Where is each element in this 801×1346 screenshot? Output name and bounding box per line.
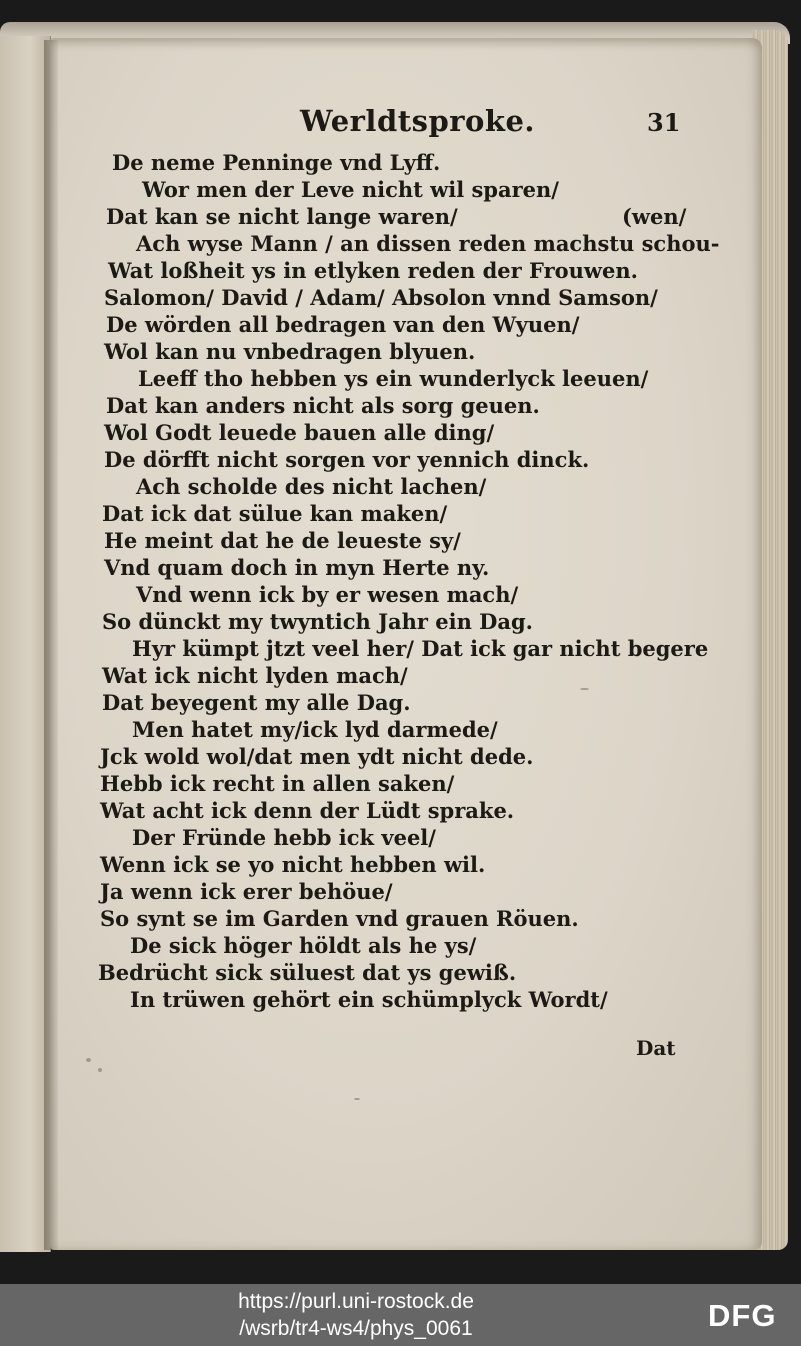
- text-line: De sick höger höldt als he ys/: [130, 933, 477, 958]
- permalink-path[interactable]: /wsrb/tr4-ws4/phys_0061: [239, 1317, 473, 1340]
- text-line: Dat kan anders nicht als sorg geuen.: [106, 393, 540, 418]
- running-header: Werldtsproke.: [300, 104, 535, 138]
- text-line: Wenn ick se yo nicht hebben wil.: [100, 852, 486, 877]
- text-line: Ach wyse Mann / an dissen reden machstu schou-: [136, 231, 720, 256]
- text-line: Bedrücht sick süluest dat ys gewiß.: [98, 960, 517, 985]
- ink-speck: [86, 1058, 91, 1062]
- text-line: Hyr kümpt jtzt veel her/ Dat ick gar nicht begere: [132, 636, 709, 661]
- ink-speck: [580, 688, 589, 690]
- page-number: 31: [647, 108, 681, 137]
- text-line: Wol kan nu vnbedragen blyuen.: [104, 339, 476, 364]
- text-line: Dat beyegent my alle Dag.: [102, 690, 411, 715]
- text-line: In trüwen gehört ein schümplyck Wordt/: [130, 987, 608, 1012]
- catchword: Dat: [636, 1036, 676, 1060]
- ink-speck: [98, 1068, 102, 1072]
- text-line: Wat ick nicht lyden mach/: [102, 663, 408, 688]
- text-line: Leeff tho hebben ys ein wunderlyck leeuen/: [138, 366, 649, 391]
- text-line: Vnd wenn ick by er wesen mach/: [136, 582, 519, 607]
- text-line: Wol Godt leuede bauen alle ding/: [104, 420, 495, 445]
- ink-speck: [354, 1098, 360, 1100]
- text-line: Hebb ick recht in allen saken/: [100, 771, 455, 796]
- footer-bar: [0, 1284, 801, 1346]
- text-line: Der Fründe hebb ick veel/: [132, 825, 436, 850]
- text-line: Wat acht ick denn der Lüdt sprake.: [100, 798, 515, 823]
- text-line: Ja wenn ick erer behöue/: [100, 879, 393, 904]
- text-line: De wörden all bedragen van den Wyuen/: [106, 312, 580, 337]
- text-line: So dünckt my twyntich Jahr ein Dag.: [102, 609, 533, 634]
- text-line: De neme Penninge vnd Lyff.: [112, 150, 441, 175]
- text-line: Ach scholde des nicht lachen/: [136, 474, 487, 499]
- page-text-block: [50, 38, 762, 1250]
- permalink-url[interactable]: https://purl.uni-rostock.de: [238, 1290, 474, 1313]
- text-line: Dat ick dat sülue kan maken/: [102, 501, 448, 526]
- text-line: Salomon/ David / Adam/ Absolon vnnd Samson/: [104, 285, 658, 310]
- dfg-logo: DFG: [708, 1298, 777, 1333]
- text-line: Vnd quam doch in myn Herte ny.: [104, 555, 490, 580]
- text-line: Men hatet my/ick lyd darmede/: [132, 717, 498, 742]
- text-line: Dat kan se nicht lange waren/: [106, 204, 458, 229]
- text-line: So synt se im Garden vnd grauen Röuen.: [100, 906, 579, 931]
- text-line: (wen/: [622, 204, 687, 229]
- text-line: Wat loßheit ys in etlyken reden der Frouwen.: [108, 258, 638, 283]
- text-line: He meint dat he de leueste sy/: [104, 528, 461, 553]
- text-line: Jck wold wol/dat men ydt nicht dede.: [100, 744, 534, 769]
- text-line: De dörfft nicht sorgen vor yennich dinck.: [104, 447, 590, 472]
- text-line: Wor men der Leve nicht wil sparen/: [142, 177, 559, 202]
